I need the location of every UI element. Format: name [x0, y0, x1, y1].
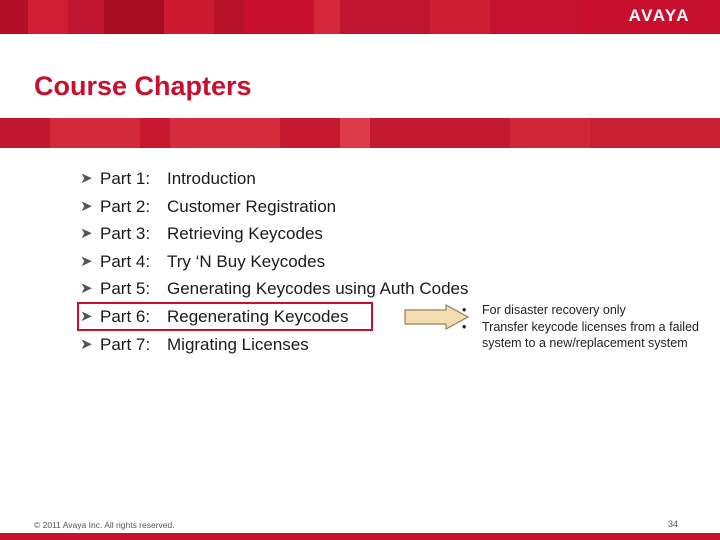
chapter-part-label: Part 4: [100, 251, 151, 271]
page-title: Course Chapters [34, 71, 252, 101]
chapter-part-label: Part 6: [100, 306, 151, 326]
chapter-part-label: Part 7: [100, 334, 151, 354]
top-banner [0, 0, 720, 34]
chapter-title: Introduction [167, 169, 256, 188]
note-text: Transfer keycode licenses from a failed system to a new/replacement system [482, 319, 699, 350]
chapter-title: Customer Registration [167, 196, 337, 216]
chapter-title: Try ‘N Buy Keycodes [167, 251, 326, 271]
page-number: 34 [667, 519, 678, 529]
chapter-part-label: Part 1: [100, 169, 151, 188]
bottom-bar [0, 533, 720, 540]
copyright-text: © 2011 Avaya Inc. All rights reserved. [34, 520, 175, 530]
arrowhead-bullet-icon: ➤ [80, 170, 93, 187]
arrowhead-bullet-icon: ➤ [80, 225, 93, 243]
title-divider-band [0, 118, 720, 148]
note-list [462, 302, 712, 352]
avaya-logo: AVAYA [628, 6, 690, 25]
arrowhead-bullet-icon: ➤ [80, 335, 93, 353]
chapter-part-label: Part 5: [100, 279, 151, 299]
arrowhead-bullet-icon: ➤ [80, 252, 93, 270]
highlight-box [77, 302, 373, 331]
arrowhead-bullet-icon: ➤ [80, 307, 93, 325]
note-item [462, 302, 712, 319]
arrowhead-bullet-icon: ➤ [80, 280, 93, 298]
bullet-dot-icon: • [462, 303, 467, 317]
right-arrow-icon [404, 304, 470, 330]
chapter-title: Regenerating Keycodes [167, 306, 349, 326]
chapter-part-label: Part 2: [100, 196, 151, 216]
chapter-title: Retrieving Keycodes [167, 224, 323, 244]
note-text: For disaster recovery only [482, 303, 626, 317]
arrowhead-bullet-icon: ➤ [80, 197, 93, 215]
chapter-title: Generating Keycodes using Auth Codes [167, 279, 469, 299]
note-item [462, 319, 712, 352]
bullet-dot-icon: • [462, 319, 467, 334]
chapter-title: Migrating Licenses [167, 334, 309, 354]
chapter-part-label: Part 3: [100, 224, 151, 244]
